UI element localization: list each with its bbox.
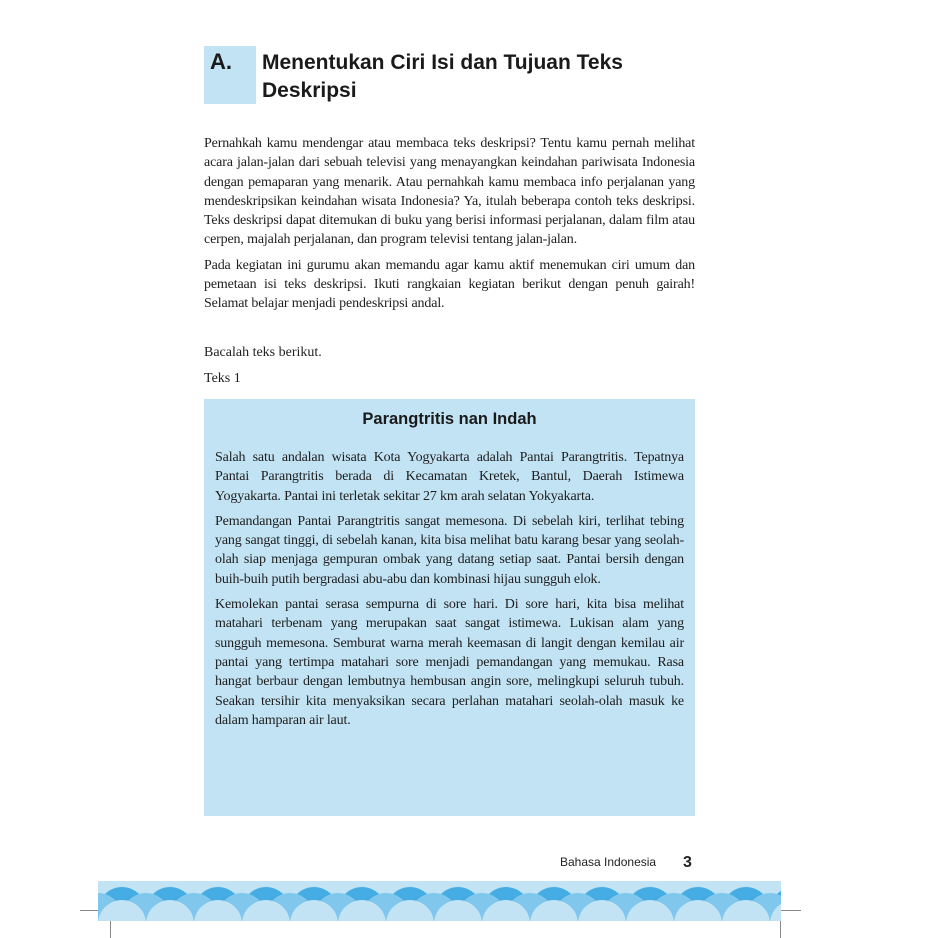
read-prompt: Bacalah teks berikut. [204,345,322,360]
wave-decoration [98,881,781,921]
crop-mark-right-h [781,910,801,911]
intro-text [204,134,695,320]
page-number: 3 [683,854,692,871]
reading-paragraph-3: Kemolekan pantai serasa sempurna di sore hari. Di sore hari, kita bisa melihat matahari terbenam yang merupakan saat sangat istimewa. Lukisan alam yang sungguh memesona. Semburat warna merah keemasan di langit dengan kemilau air pantai yang tertimpa matahari sore menjadi pemandangan yang memukau. Rasa hangat berbaur dengan lembutnya hembusan angin sore, melingkupi seluruh tubuh. Seakan tersihir kita menyaksikan secara perlahan matahari seolah-olah masuk ke dalam hamparan air laut. [215,597,684,728]
text-label: Teks 1 [204,371,241,386]
section-letter-box [204,46,256,104]
intro-paragraph-2: Pada kegiatan ini gurumu akan memandu agar kamu aktif menemukan ciri umum dan pemetaan isi teks deskripsi. Ikuti rangkaian kegiatan berikut dengan penuh gairah! Selamat belajar menjadi pendeskripsi andal. [204,257,695,312]
section-heading [204,46,704,106]
crop-mark-right-v [780,921,781,938]
section-title: Menentukan Ciri Isi dan Tujuan Teks Deskripsi [262,51,623,102]
footer-subject: Bahasa Indonesia [560,855,657,869]
crop-mark-left-v [110,921,111,938]
crop-mark-left-h [80,910,98,911]
reading-text-box [204,399,695,816]
reading-paragraph-2: Pemandangan Pantai Parangtritis sangat memesona. Di sebelah kiri, terlihat tebing yang sangat tinggi, di sebelah kanan, kita bisa melihat batu karang besar yang seolah-olah siap menjaga gempuran ombak yang datang setiap saat. Pantai bersih dengan buih-buih putih bergradasi abu-abu dan kombinasi hijau sungguh elok. [215,513,684,587]
reading-title: Parangtritis nan Indah [362,410,537,428]
section-letter: A. [210,49,232,74]
intro-paragraph-1: Pernahkah kamu mendengar atau membaca teks deskripsi? Tentu kamu pernah melihat acara jalan-jalan dari sebuah televisi yang menayangkan keindahan pariwisata Indonesia dengan pemaparan yang menarik. Atau pernahkah kamu membaca info perjalanan yang mendeskripsikan keindahan wisata Indonesia? Ya, itulah beberapa contoh teks deskripsi. Teks deskripsi dapat ditemukan di buku yang berisi informasi perjalanan, dalam film atau cerpen, majalah perjalanan, dan program televisi tentang jalan-jalan. [204,136,695,248]
reading-paragraph-1: Salah satu andalan wisata Kota Yogyakarta adalah Pantai Parangtritis. Tepatnya Pantai Parangtritis berada di Kecamatan Kretek, Bantul, Daerah Istimewa Yogyakarta. Pantai ini terletak sekitar 27 km arah selatan Yokyakarta. [215,450,684,504]
